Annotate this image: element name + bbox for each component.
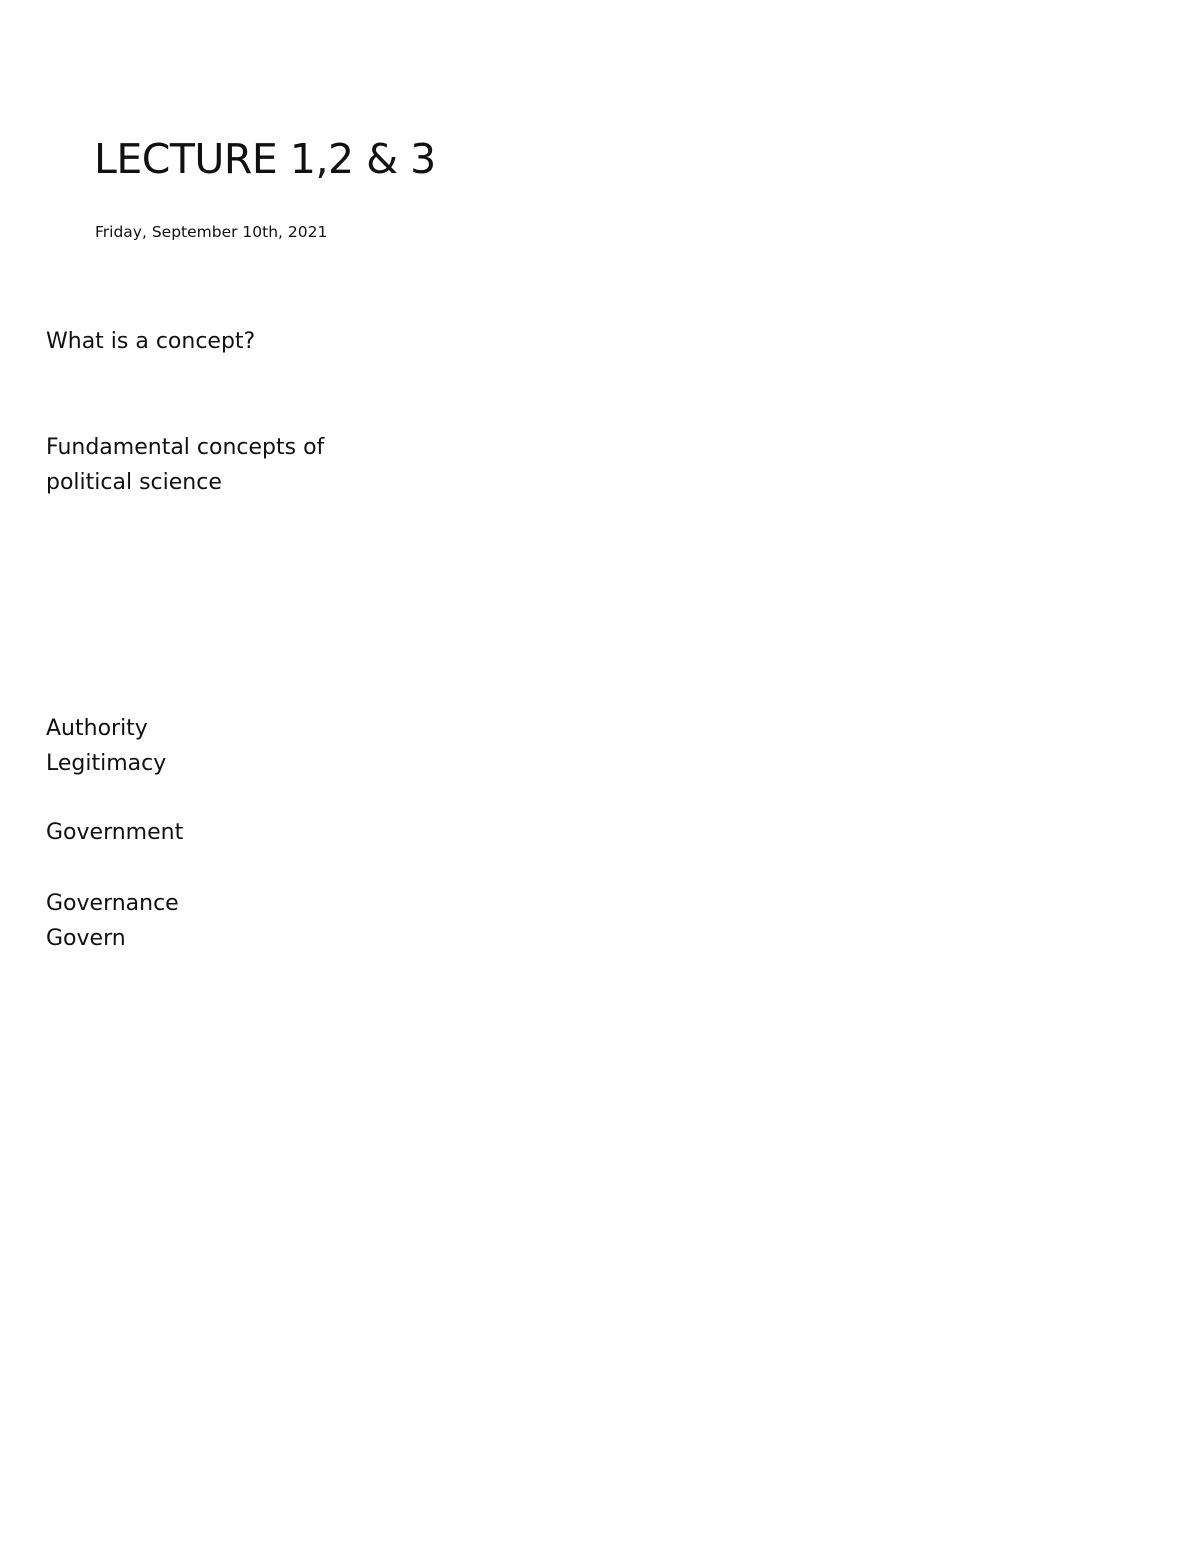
label-what-is-concept: What is a concept? [46, 329, 256, 354]
page-title: LECTURE 1,2 & 3 [94, 135, 436, 183]
label-governance: Governance [46, 891, 179, 916]
label-govern: Govern [46, 926, 126, 951]
page-date: Friday, September 10th, 2021 [95, 223, 328, 241]
page-bottom-crop [480, 1422, 1200, 1552]
label-authority: Authority [46, 716, 148, 741]
label-fundamental-concepts-line1: Fundamental concepts of [46, 435, 325, 460]
label-government: Government [46, 820, 184, 845]
label-fundamental-concepts-line2: political science [46, 470, 222, 495]
label-legitimacy: Legitimacy [46, 751, 167, 776]
